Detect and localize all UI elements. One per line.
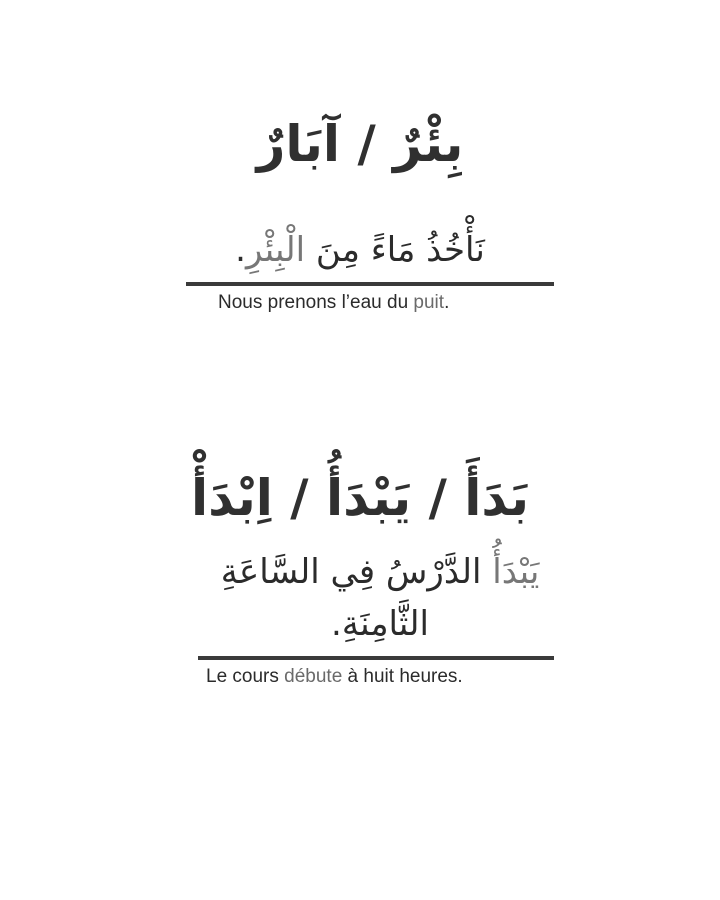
- divider-line: [186, 282, 554, 286]
- translation-punctuation: .: [444, 292, 450, 313]
- translation-keyword: débute: [284, 666, 343, 687]
- example-punctuation: .: [331, 604, 342, 644]
- translation-keyword: puit: [413, 292, 445, 313]
- example-punctuation: .: [235, 230, 246, 270]
- headword: بِئْرٌ / آبَارٌ: [256, 115, 464, 173]
- translation-text: Le cours: [206, 666, 285, 687]
- translation-punctuation: à huit heures.: [342, 666, 463, 687]
- example-keyword: يَبْدَأُ: [492, 552, 540, 592]
- vocab-entry-badaa: [0, 462, 720, 690]
- example-keyword: الْبِئْرِ: [245, 230, 306, 270]
- vocab-entry-bir: [0, 108, 720, 316]
- example-text: الدَّرْسُ فِي السَّاعَةِ الثَّامِنَةِ: [220, 552, 493, 644]
- french-translation: [206, 664, 720, 690]
- example-text: نَأْخُذُ مَاءً مِنَ: [305, 230, 485, 270]
- french-translation: [218, 290, 720, 316]
- arabic-example-sentence: [0, 224, 720, 276]
- translation-text: Nous prenons l’eau du: [218, 292, 414, 313]
- headword: بَدَأَ / يَبْدَأُ / اِبْدَأْ: [190, 469, 530, 527]
- divider-line: [198, 656, 554, 660]
- arabic-example-sentence: [200, 546, 560, 650]
